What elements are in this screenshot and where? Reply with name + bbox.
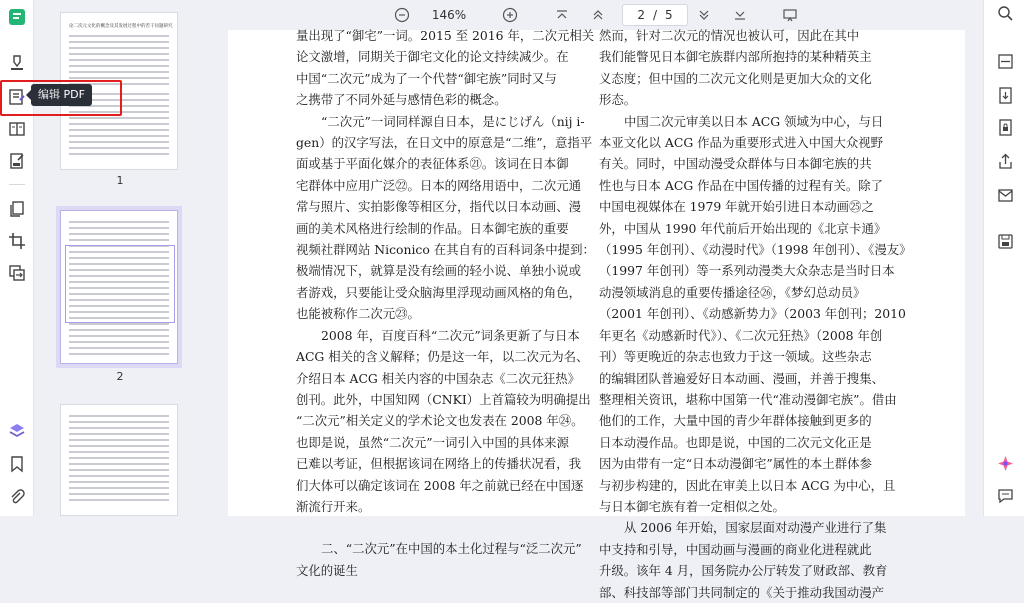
text-line: 也能被称作二次元㉓。 bbox=[296, 306, 420, 322]
edit-pdf-tooltip: 编辑 PDF bbox=[31, 84, 92, 106]
share-icon[interactable] bbox=[996, 152, 1014, 170]
zoom-out-icon[interactable] bbox=[392, 5, 412, 25]
email-icon[interactable] bbox=[996, 186, 1014, 204]
text-line: 文化的诞生 bbox=[296, 562, 358, 578]
rail-divider bbox=[9, 184, 25, 185]
text-line: （2001 年创刊）、《动感新势力》（2003 年创刊；2010 bbox=[599, 306, 906, 322]
text-line: （1995 年创刊）、《动漫时代》（1998 年创刊）、《漫友》 bbox=[599, 242, 912, 258]
text-line: 中国二次元审美以日本 ACG 领域为中心，与日 bbox=[624, 113, 884, 129]
pdf-page bbox=[228, 28, 965, 600]
text-line: 中支持和引导，中国动画与漫画的商业化进程就此 bbox=[599, 541, 872, 557]
text-line: 中国“二次元”成为了一个代替“御宅族”同时又与 bbox=[296, 70, 557, 86]
page-thumbnail-3[interactable] bbox=[60, 404, 178, 516]
organize-pages-icon[interactable] bbox=[6, 198, 28, 220]
text-line: 升级。该年 4 月，国务院办公厅转发了财政部、教育 bbox=[599, 563, 888, 579]
text-line: 之携带了不同外延与感情色彩的概念。 bbox=[296, 92, 507, 108]
left-tool-rail bbox=[0, 0, 34, 516]
text-line: 外，中国从 1990 年代前后开始出现的《北京卡通》 bbox=[599, 220, 887, 236]
presentation-icon[interactable] bbox=[780, 5, 800, 25]
thumbnail-page-number: 1 bbox=[116, 174, 124, 187]
text-line: （1997 年创刊）等一系列动漫类大众杂志是当时日本 bbox=[599, 263, 895, 279]
text-line: 动漫领域消息的重要传播途径㉖，《梦幻总动员》 bbox=[599, 284, 866, 300]
text-line: 我们能瞥见日本御宅族群内部所抱持的某种精英主 bbox=[599, 49, 872, 65]
page-thumbnail-2[interactable] bbox=[60, 210, 178, 364]
app-logo-icon[interactable] bbox=[6, 6, 28, 28]
text-line: 从 2006 年开始，国家层面对动漫产业进行了集 bbox=[624, 520, 887, 536]
page-separator: / bbox=[652, 8, 658, 22]
text-line: 部、科技部等部门共同制定的《关于推动我国动漫产 bbox=[599, 584, 884, 600]
page-number-input[interactable] bbox=[622, 4, 688, 26]
text-line: 义态度；但中国的二次元文化则是更加大众的文化 bbox=[599, 70, 872, 86]
first-page-icon[interactable] bbox=[552, 5, 572, 25]
total-pages: 5 bbox=[665, 8, 673, 22]
text-line: 本亚文化以 ACG 作品为重要形式进入中国大众视野 bbox=[599, 135, 884, 151]
text-line: 常与照片、实拍影像等相区分，指代以日本动画、漫 bbox=[296, 199, 581, 215]
text-line: 论文激增，同期关于御宅文化的论文持续减少。在 bbox=[296, 49, 569, 65]
thumbnail-page-number: 2 bbox=[116, 370, 124, 383]
text-line: 刊）等更晚近的杂志也致力于这一领域。这些杂志 bbox=[599, 349, 872, 365]
text-line: 日本动漫作品。也即是说，中国的二次元文化正是 bbox=[599, 434, 872, 450]
text-line: 也即是说，虽然“二次元”一词引入中国的具体来源 bbox=[296, 434, 569, 450]
text-line: 画的美术风格进行绘制的作品。日本御宅族的重要 bbox=[296, 220, 569, 236]
search-icon[interactable] bbox=[996, 4, 1014, 22]
text-line: 们大体可以确定该词在 2008 年之前就已经在中国逐 bbox=[296, 477, 584, 493]
text-line: ACG 相关的含义解释；仍是这一年，以二次元为名、 bbox=[296, 349, 589, 365]
next-page-icon[interactable] bbox=[694, 5, 714, 25]
text-line: 的编辑团队普遍爱好日本动画、漫画，并善于搜集、 bbox=[599, 370, 884, 386]
text-line: 渐流行开来。 bbox=[296, 498, 371, 514]
last-page-icon[interactable] bbox=[730, 5, 750, 25]
text-line: 然而，针对二次元的情况也被认可，因此在其中 bbox=[599, 28, 860, 43]
zoom-in-icon[interactable] bbox=[500, 5, 520, 25]
text-line: 年更名《动感新时代》）、《二次元狂热》（2008 年创 bbox=[599, 327, 883, 343]
page-thumbnail-panel bbox=[34, 0, 206, 516]
crop-icon[interactable] bbox=[6, 230, 28, 252]
text-line: 2008 年，百度百科“二次元”词条更新了与日本 bbox=[321, 327, 580, 343]
text-line: 宅群体中应用广泛㉒。日本的网络用语中，二次元通 bbox=[296, 177, 581, 193]
visible-area-indicator bbox=[65, 245, 175, 323]
text-line: 面或基于平面化媒介的表征体系㉑。该词在日本御 bbox=[296, 156, 569, 172]
zoom-level[interactable]: 146% bbox=[431, 8, 467, 22]
layers-icon[interactable] bbox=[6, 420, 28, 442]
text-line: 与日本御宅族有着一定相似之处。 bbox=[599, 498, 785, 514]
text-line: gen）的汉字写法，在日文中的原意是“二维”，意指平 bbox=[296, 135, 593, 151]
ai-assistant-icon[interactable] bbox=[996, 454, 1014, 472]
text-line: 创刊。此外，中国知网（CNKI）上首篇较为明确提出 bbox=[296, 391, 591, 407]
text-line: 有关。同时，中国动漫受众群体与日本御宅族的共 bbox=[599, 156, 872, 172]
text-line: 形态。 bbox=[599, 92, 637, 108]
thumbnail-title: 论二次元文化的概念及其发展过程中的若干问题研究 bbox=[69, 24, 173, 29]
text-line: 者游戏，只要能让受众脑海里浮现动画风格的角色， bbox=[296, 284, 581, 300]
text-line: 二、“二次元”在中国的本土化过程与“泛二次元” bbox=[321, 541, 582, 557]
text-line: 中国电视媒体在 1979 年就开始引进日本动画㉕之 bbox=[599, 199, 874, 215]
reader-mode-icon[interactable] bbox=[6, 118, 28, 140]
convert-icon[interactable] bbox=[6, 262, 28, 284]
text-line: “二次元”一词同样源自日本，是にじげん（nij i- bbox=[321, 113, 585, 129]
right-text-column bbox=[599, 25, 912, 603]
text-line: 整理相关资讯，堪称中国第一代“准动漫御宅族”。借由 bbox=[599, 391, 897, 407]
text-line: 与初步构建的，因此在审美上以日本 ACG 为中心，且 bbox=[599, 477, 896, 493]
text-line: 量出现了“御宅”一词。2015 至 2016 年，二次元相关 bbox=[296, 28, 595, 43]
text-line: 视频社群网站 Niconico 在其自有的百科词条中提到： bbox=[296, 242, 595, 258]
left-text-column bbox=[296, 25, 595, 581]
text-line: 因为由带有一定“日本动漫御宅”属性的本土群体参 bbox=[599, 456, 872, 472]
comment-icon[interactable] bbox=[996, 486, 1014, 504]
save-icon[interactable] bbox=[996, 232, 1014, 250]
attachment-icon[interactable] bbox=[6, 486, 28, 508]
export-pdf-icon[interactable] bbox=[996, 86, 1014, 104]
text-line: 极端情况下，就算是没有绘画的轻小说、单独小说或 bbox=[296, 263, 581, 279]
text-line: 介绍日本 ACG 相关内容的中国杂志《二次元狂热》 bbox=[296, 370, 581, 386]
highlighter-icon[interactable] bbox=[6, 52, 28, 74]
text-line: “二次元”相关定义的学术论文也发表在 2008 年㉔。 bbox=[296, 413, 584, 429]
form-icon[interactable] bbox=[6, 150, 28, 172]
text-line: 性也与日本 ACG 作品在中国传播的过程有关。除了 bbox=[599, 177, 884, 193]
previous-page-icon[interactable] bbox=[588, 5, 608, 25]
protect-pdf-icon[interactable] bbox=[996, 118, 1014, 136]
text-line: 已难以考证，但根据该词在网络上的传播状况看，我 bbox=[296, 456, 581, 472]
current-page: 2 bbox=[637, 8, 645, 22]
text-line: 他们的工作，大量中国的青少年群体接触到更多的 bbox=[599, 413, 872, 429]
right-tool-rail bbox=[983, 0, 1024, 516]
bookmark-icon[interactable] bbox=[6, 453, 28, 475]
scan-ocr-icon[interactable] bbox=[996, 52, 1014, 70]
